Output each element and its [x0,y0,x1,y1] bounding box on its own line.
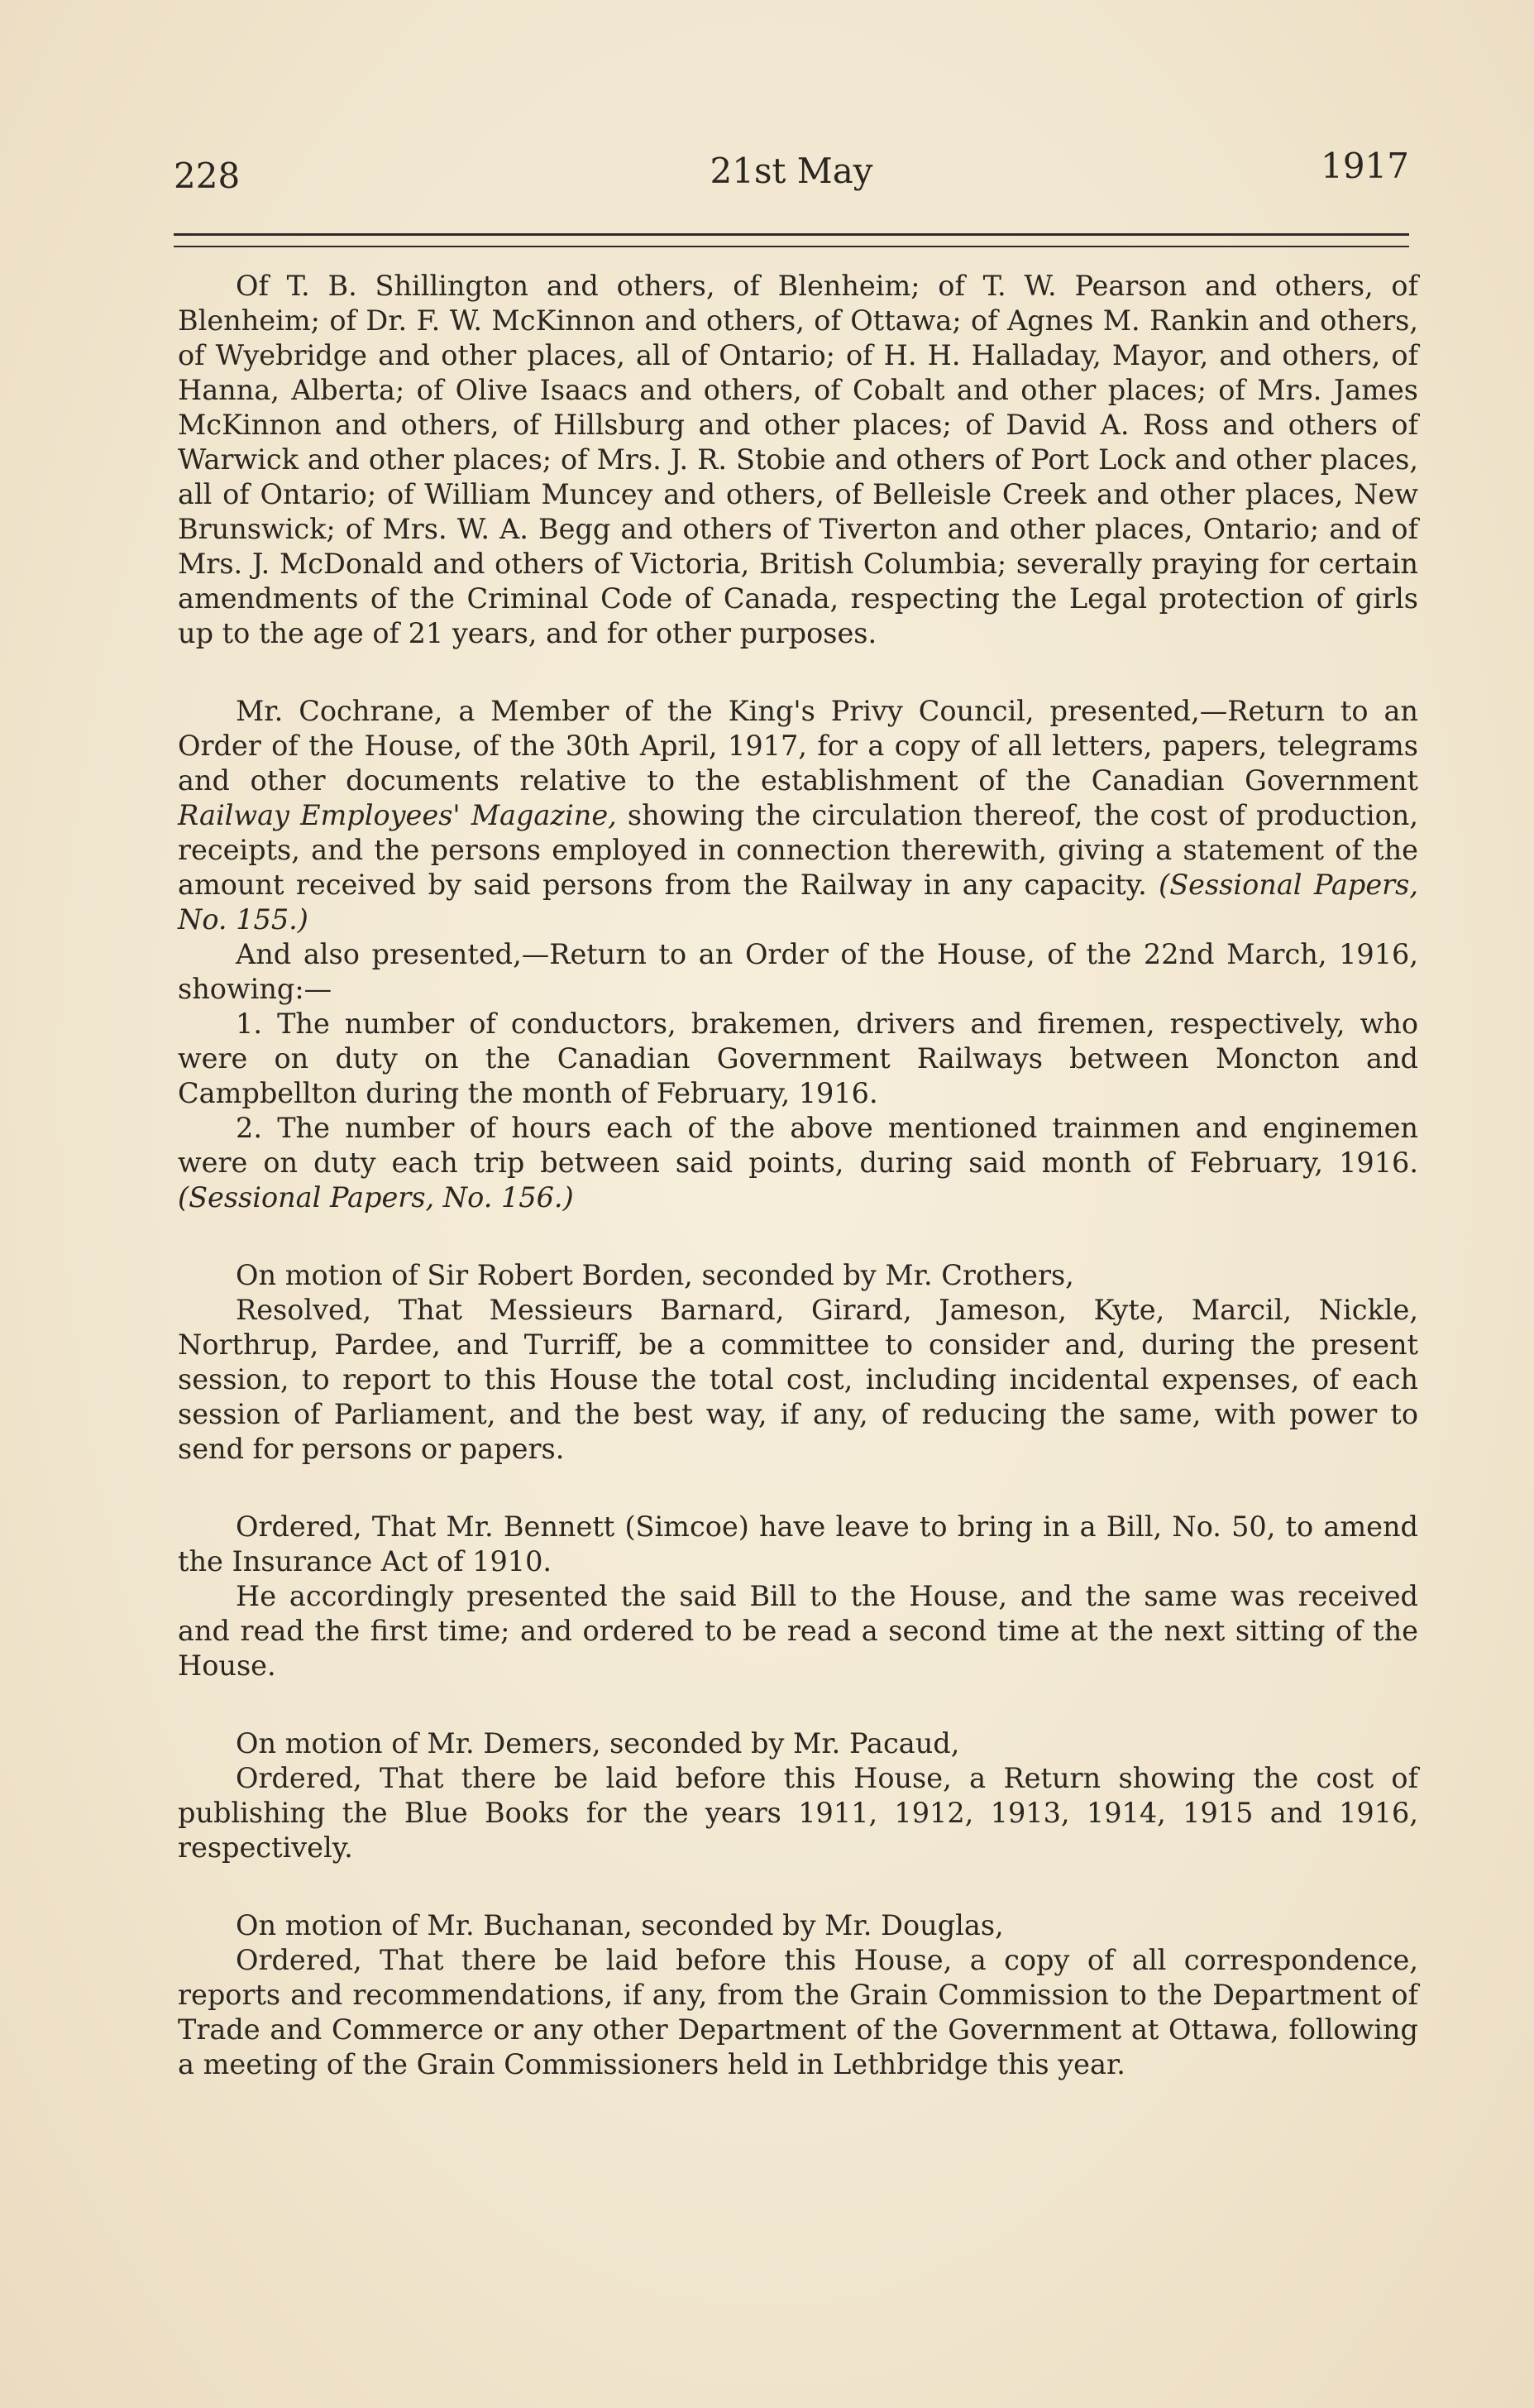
blue-books-motion: On motion of Mr. Demers, seconded by Mr. Pacaud, [236,1727,960,1759]
bill-50-presented: He accordingly presented the said Bill to the House, and the same was received and read the first time; and ordered to be read a second time at the next sitting of the House. [178,1580,1418,1682]
cochrane-return-text-before: Mr. Cochrane, a Member of the King's Privy Council, presented,—Return to an Order of the House, of the 30th April, 1917, for a copy of all letters, papers, telegrams and other documents relative to the establishment of the Canadian Government [178,695,1418,797]
grain-motion: On motion of Mr. Buchanan, seconded by Mr. Douglas, [236,1909,1004,1941]
journal-body [178,269,1418,2082]
header-rule-bottom [174,246,1409,247]
return-item-2 [178,1111,1418,1215]
bill-50-ordered: Ordered, That Mr. Bennett (Simcoe) have leave to bring in a Bill, No. 50, to amend the Insurance Act of 1910. [178,1510,1418,1577]
cochrane-return-text-after: showing the circulation thereof, the cost of production, receipts, and the persons employed in connection therewith, giving a statement of the amount received by said persons from the Railway in any capacity. [178,799,1418,901]
return-item-1: 1. The number of conductors, brakemen, drivers and firemen, respectively, who were on duty on the Canadian Government Railways between Moncton and Campbellton during the month of February, 1916. [178,1008,1418,1109]
committee-motion: On motion of Sir Robert Borden, seconded by Mr. Crothers, [236,1259,1074,1291]
committee-resolved: Resolved, That Messieurs Barnard, Girard, Jameson, Kyte, Marcil, Nickle, Northrup, Pardee, and Turriff, be a committee to consider and, during the present session, to report to this House the total cost, including incidental expenses, of each session of Parliament, and the best way, if any, of reducing the same, with power to send for persons or papers. [178,1294,1418,1465]
petitions-paragraph: Of T. B. Shillington and others, of Blenheim; of T. W. Pearson and others, of Blenheim; of Dr. F. W. McKinnon and others, of Ottawa; of Agnes M. Rankin and others, of Wyebridge and other places, all of Ontario; of H. H. Halladay, Mayor, and others, of Hanna, Alberta; of Olive Isaacs and others, of Cobalt and other places; of Mrs. James McKinnon and others, of Hillsburg and other places; of David A. Ross and others of Warwick and other places; of Mrs. J. R. Stobie and others of Port Lock and other places, all of Ontario; of William Muncey and others, of Belleisle Creek and other places, New Brunswick; of Mrs. W. A. Begg and others of Tiverton and other places, Ontario; and of Mrs. J. McDonald and others of Victoria, British Columbia; severally praying for certain amendments of the Criminal Code of Canada, respecting the Legal protection of girls up to the age of 21 years, and for other purposes. [178,270,1418,649]
header-rule-top [174,233,1409,236]
also-presented-intro: And also presented,—Return to an Order of the House, of the 22nd March, 1916, showing:— [178,938,1418,1005]
header-date: 21st May [710,151,873,191]
magazine-title: Railway Employees' Magazine, [178,799,617,831]
return-item-2-text: 2. The number of hours each of the above mentioned trainmen and enginemen were on duty each trip between said points, during said month of February, 1916. [178,1112,1418,1179]
sessional-paper-156: (Sessional Papers, No. 156.) [178,1181,574,1214]
header-year: 1917 [1321,146,1409,186]
page-header [174,147,1409,205]
sessional-paper-155: (Sessional Papers, No. 155.) [178,869,1419,936]
cochrane-return-paragraph [178,694,1418,937]
blue-books-ordered: Ordered, That there be laid before this House, a Return showing the cost of publishing the Blue Books for the years 1911, 1912, 1913, 1914, 1915 and 1916, respectively. [178,1762,1418,1864]
grain-ordered: Ordered, That there be laid before this House, a copy of all correspondence, reports and recommendations, if any, from the Grain Commission to the Department of Trade and Commerce or any other Department of the Government at Ottawa, following a meeting of the Grain Commissioners held in Lethbridge this year. [178,1944,1418,2080]
page-number: 228 [174,156,241,196]
